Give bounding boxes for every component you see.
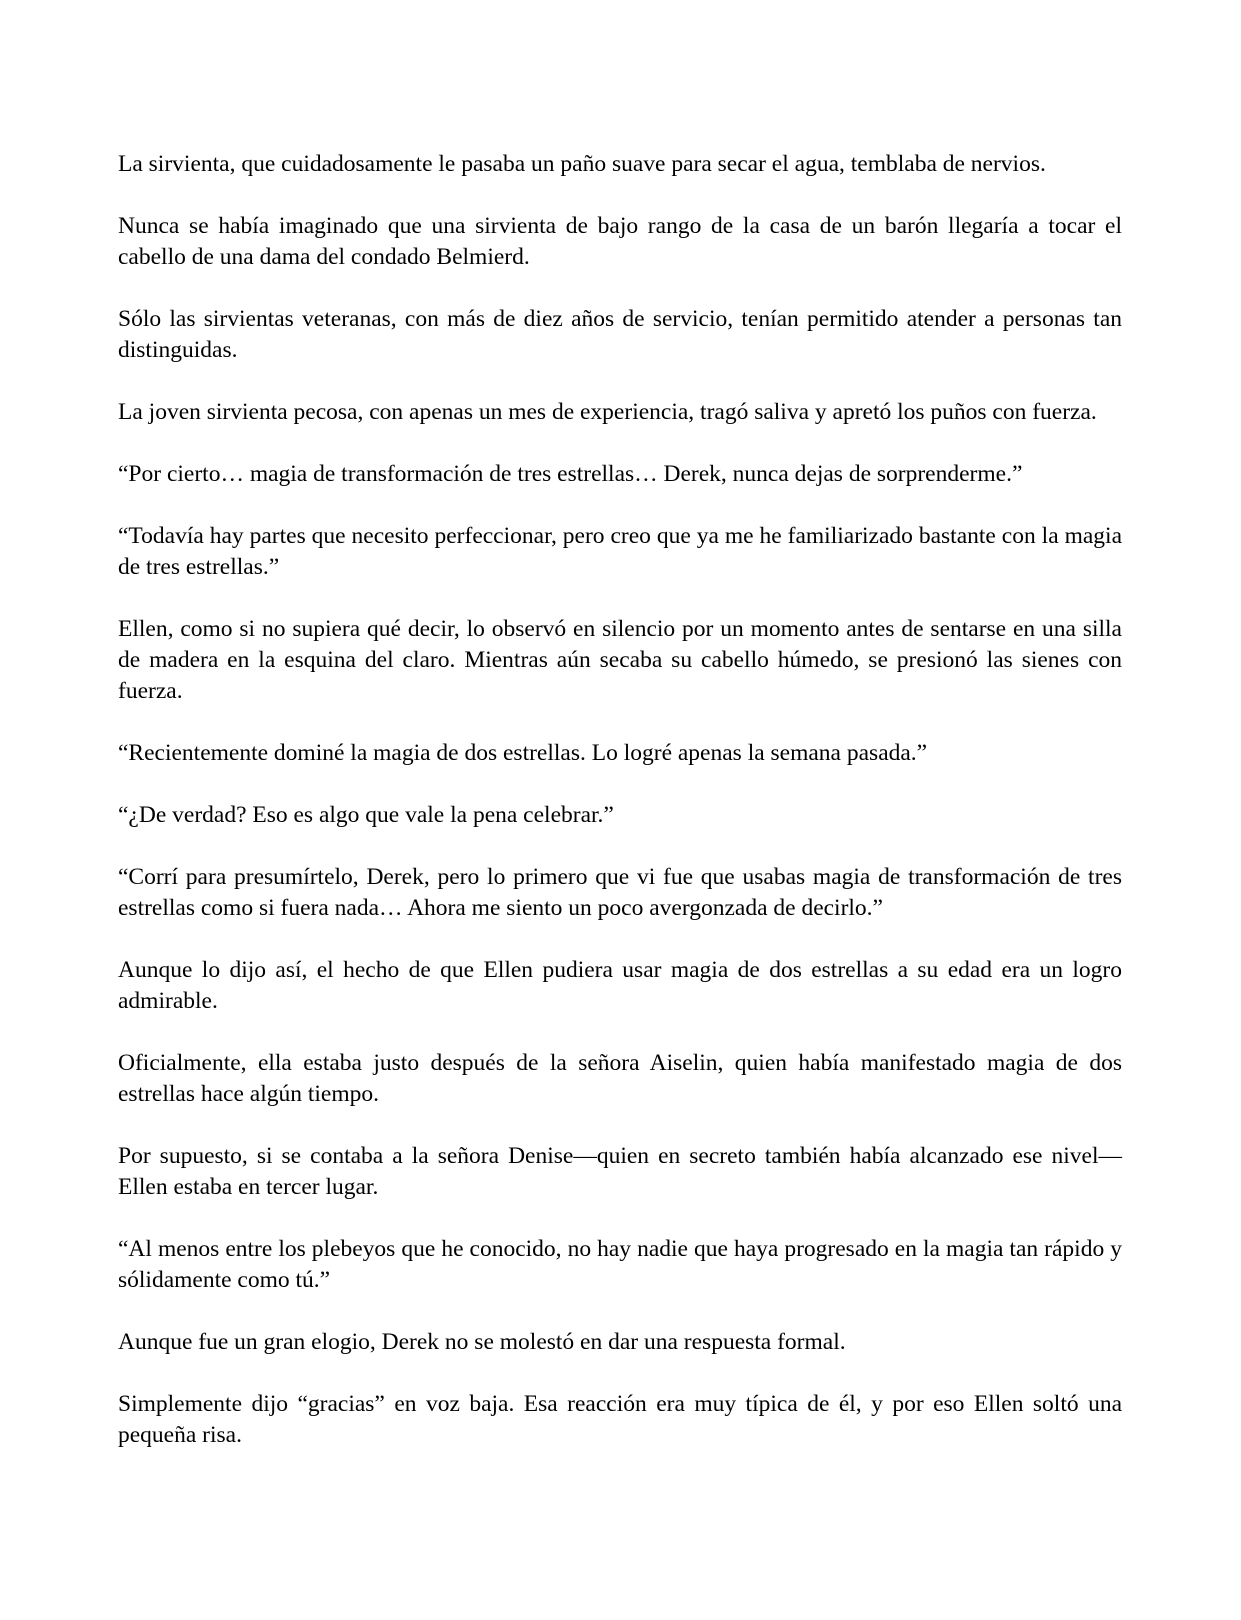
paragraph: “Corrí para presumírtelo, Derek, pero lo primero que vi fue que usabas magia de transformación de tres estrellas como si fuera nada… Ahora me siento un poco avergonzada de decirlo.” — [118, 864, 1122, 921]
paragraph: Por supuesto, si se contaba a la señora Denise—quien en secreto también había alcanzado ese nivel—Ellen estaba en tercer lugar. — [118, 1143, 1122, 1200]
paragraph: “Por cierto… magia de transformación de tres estrellas… Derek, nunca dejas de sorprenderme.” — [118, 461, 1023, 487]
paragraph: Sólo las sirvientas veteranas, con más de diez años de servicio, tenían permitido atender a personas tan distinguidas. — [118, 306, 1122, 363]
paragraph: “Recientemente dominé la magia de dos estrellas. Lo logré apenas la semana pasada.” — [118, 740, 928, 766]
paragraph: Oficialmente, ella estaba justo después de la señora Aiselin, quien había manifestado magia de dos estrellas hace algún tiempo. — [118, 1050, 1122, 1107]
paragraph: Aunque lo dijo así, el hecho de que Ellen pudiera usar magia de dos estrellas a su edad era un logro admirable. — [118, 957, 1122, 1014]
paragraph: La joven sirvienta pecosa, con apenas un mes de experiencia, tragó saliva y apretó los puños con fuerza. — [118, 399, 1097, 425]
paragraph: Ellen, como si no supiera qué decir, lo observó en silencio por un momento antes de sentarse en una silla de madera en la esquina del claro. Mientras aún secaba su cabello húmedo, se presionó las sienes con fuerza. — [118, 616, 1122, 704]
paragraph: “Al menos entre los plebeyos que he conocido, no hay nadie que haya progresado en la magia tan rápido y sólidamente como tú.” — [118, 1236, 1122, 1293]
paragraph: “¿De verdad? Eso es algo que vale la pena celebrar.” — [118, 802, 614, 828]
document-body — [118, 149, 1122, 1451]
paragraph: Nunca se había imaginado que una sirvienta de bajo rango de la casa de un barón llegaría a tocar el cabello de una dama del condado Belmierd. — [118, 213, 1122, 270]
paragraph: Aunque fue un gran elogio, Derek no se molestó en dar una respuesta formal. — [118, 1329, 846, 1355]
paragraph: Simplemente dijo “gracias” en voz baja. Esa reacción era muy típica de él, y por eso Ellen soltó una pequeña risa. — [118, 1391, 1122, 1448]
paragraph: “Todavía hay partes que necesito perfeccionar, pero creo que ya me he familiarizado bastante con la magia de tres estrellas.” — [118, 523, 1122, 580]
paragraph: La sirvienta, que cuidadosamente le pasaba un paño suave para secar el agua, temblaba de nervios. — [118, 151, 1046, 177]
